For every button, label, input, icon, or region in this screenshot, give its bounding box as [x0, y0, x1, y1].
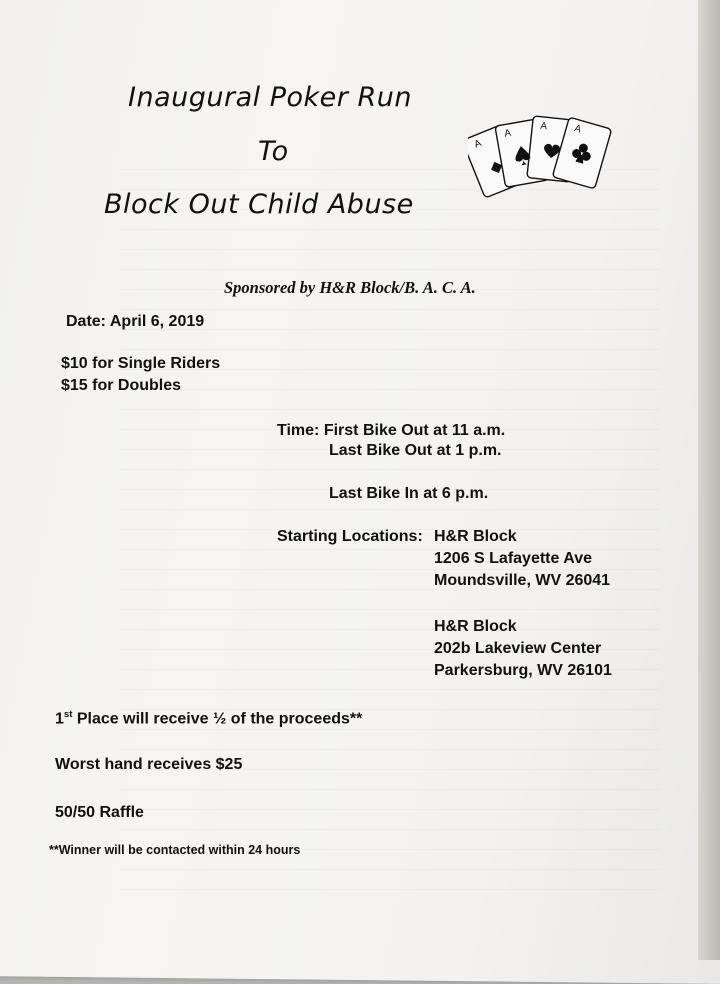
location-1-street: 1206 S Lafayette Ave — [434, 550, 593, 567]
footnote: **Winner will be contacted within 24 hours — [49, 843, 301, 857]
title-line-2: To — [258, 136, 289, 167]
location-1-name: H&R Block — [434, 528, 517, 545]
svg-text:A: A — [472, 137, 484, 151]
time-last-out: Last Bike Out at 1 p.m. — [329, 442, 502, 459]
first-place-number: 1 — [55, 710, 64, 728]
first-place-prize — [55, 709, 362, 728]
svg-text:A: A — [503, 127, 513, 140]
sponsor-line: Sponsored by H&R Block/B. A. C. A. — [224, 278, 476, 297]
price-single: $10 for Single Riders — [61, 355, 221, 372]
bleed-through-text — [120, 150, 660, 890]
paper-edge — [698, 0, 720, 960]
worst-hand-prize: Worst hand receives $25 — [55, 756, 243, 773]
first-place-suffix: st — [63, 709, 73, 720]
title-line-3: Block Out Child Abuse — [104, 189, 414, 220]
playing-cards-icon — [468, 112, 638, 212]
svg-text:A: A — [539, 120, 548, 133]
title-line-1: Inaugural Poker Run — [128, 82, 412, 113]
price-double: $15 for Doubles — [61, 377, 182, 394]
event-date: Date: April 6, 2019 — [66, 313, 205, 330]
svg-text:A: A — [572, 123, 583, 136]
time-first-out: Time: First Bike Out at 11 a.m. — [277, 422, 506, 439]
location-2-name: H&R Block — [434, 618, 517, 635]
starting-locations-label: Starting Locations: — [277, 528, 423, 545]
location-2-city: Parkersburg, WV 26101 — [434, 662, 612, 679]
location-1-city: Moundsville, WV 26041 — [434, 572, 611, 589]
time-last-in: Last Bike In at 6 p.m. — [329, 485, 489, 502]
location-2-street: 202b Lakeview Center — [434, 640, 602, 657]
first-place-text: Place will receive ½ of the proceeds** — [72, 710, 363, 728]
raffle: 50/50 Raffle — [55, 804, 144, 821]
